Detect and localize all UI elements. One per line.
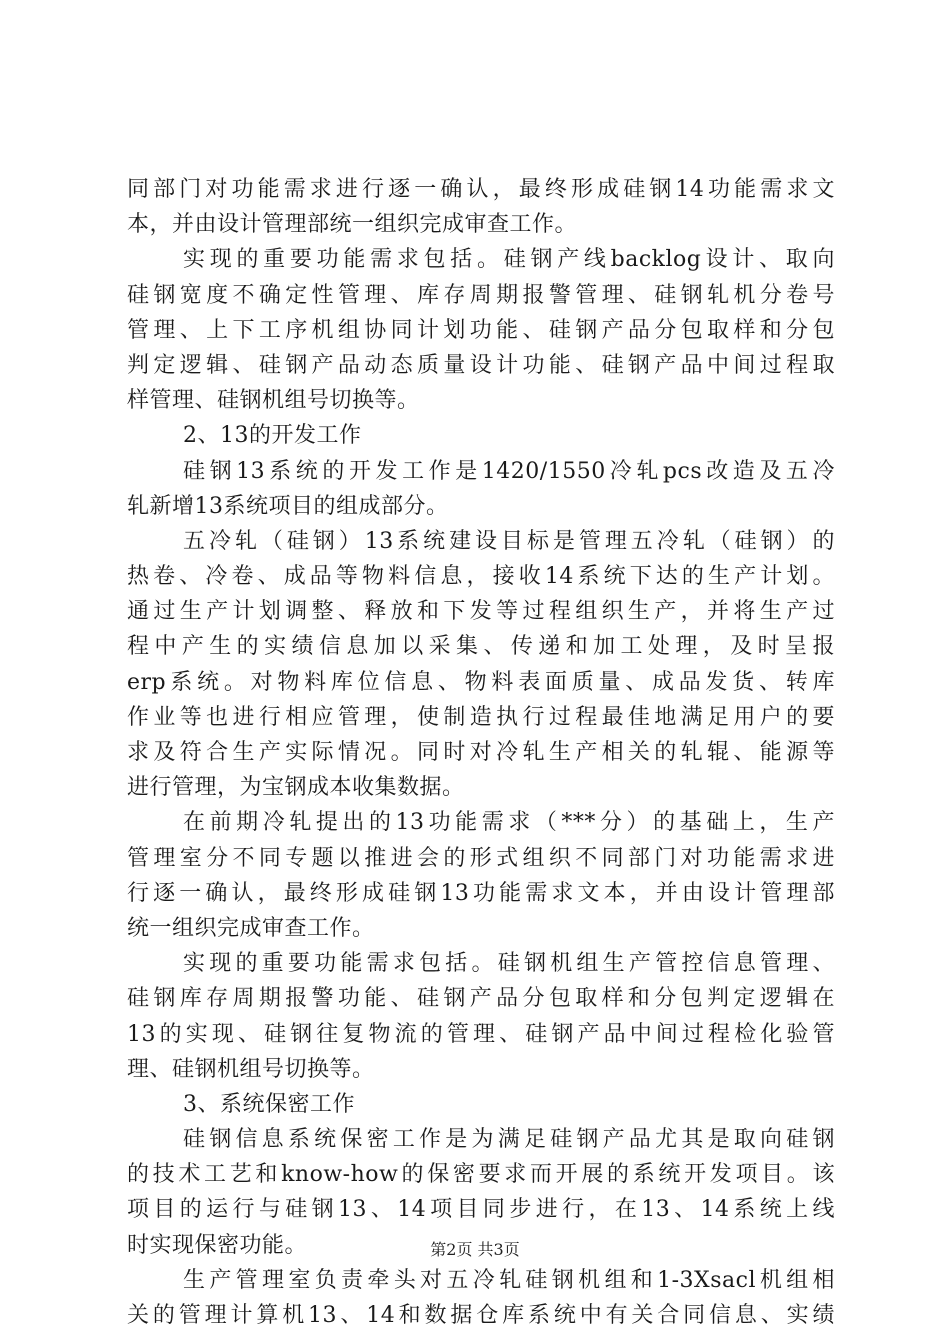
text-line: 判定逻辑、硅钢产品动态质量设计功能、硅钢产品中间过程取 [127,352,835,378]
text-line: 五冷轧（硅钢）13系统建设目标是管理五冷轧（硅钢）的 [183,528,835,554]
document-body [127,172,835,1333]
text-line: 3、系统保密工作 [183,1091,355,1117]
text-line: 2、13的开发工作 [183,423,362,449]
text-line: 统一组织完成审查工作。 [127,915,375,941]
text-line: 硅钢13系统的开发工作是1420/1550冷轧pcs改造及五冷 [183,458,835,484]
text-line: 通过生产计划调整、释放和下发等过程组织生产，并将生产过 [127,599,835,625]
text-line: 轧新增13系统项目的组成部分。 [127,493,449,519]
text-line: 管理室分不同专题以推进会的形式组织不同部门对功能需求进 [127,845,835,871]
text-line: erp系统。对物料库位信息、物料表面质量、成品发货、转库 [127,669,835,695]
text-line: 求及符合生产实际情况。同时对冷轧生产相关的轧辊、能源等 [127,740,835,765]
page-footer: 第2页 共3页 [430,1240,520,1259]
text-line: 在前期冷轧提出的13功能需求（***分）的基础上，生产 [183,810,835,836]
text-line: 的技术工艺和know-how的保密要求而开展的系统开发项目。该 [127,1162,835,1188]
text-line: 硅钢库存周期报警功能、硅钢产品分包取样和分包判定逻辑在 [127,986,835,1012]
text-line: 作业等也进行相应管理，使制造执行过程最佳地满足用户的要 [127,704,835,730]
text-line: 进行管理，为宝钢成本收集数据。 [127,775,465,801]
text-line: 关的管理计算机13、14和数据仓库系统中有关合同信息、实绩 [127,1303,835,1328]
text-line: 生产管理室负责牵头对五冷轧硅钢机组和1-3Xsacl机组相 [183,1267,835,1293]
text-line: 管理、上下工序机组协同计划功能、硅钢产品分包取样和分包 [127,317,835,343]
text-line: 13的实现、硅钢往复物流的管理、硅钢产品中间过程检化验管 [127,1021,835,1047]
text-line: 理、硅钢机组号切换等。 [127,1056,375,1082]
text-line: 程中产生的实绩信息加以采集、传递和加工处理，及时呈报 [127,634,835,660]
text-line: 时实现保密功能。 [127,1232,308,1258]
text-line: 样管理、硅钢机组号切换等。 [127,388,420,414]
text-line: 热卷、冷卷、成品等物料信息，接收14系统下达的生产计划。 [127,564,835,590]
text-line: 实现的重要功能需求包括。硅钢机组生产管控信息管理、 [183,951,835,977]
text-line: 实现的重要功能需求包括。硅钢产线backlog设计、取向 [183,247,835,273]
text-line: 本，并由设计管理部统一组织完成审查工作。 [127,212,578,238]
text-line: 硅钢宽度不确定性管理、库存周期报警管理、硅钢轧机分卷号 [127,282,835,308]
text-line: 同部门对功能需求进行逐一确认，最终形成硅钢14功能需求文 [127,177,835,202]
text-line: 硅钢信息系统保密工作是为满足硅钢产品尤其是取向硅钢 [183,1127,835,1153]
text-line: 行逐一确认，最终形成硅钢13功能需求文本，并由设计管理部 [127,880,835,906]
text-line: 项目的运行与硅钢13、14项目同步进行，在13、14系统上线 [127,1197,835,1223]
